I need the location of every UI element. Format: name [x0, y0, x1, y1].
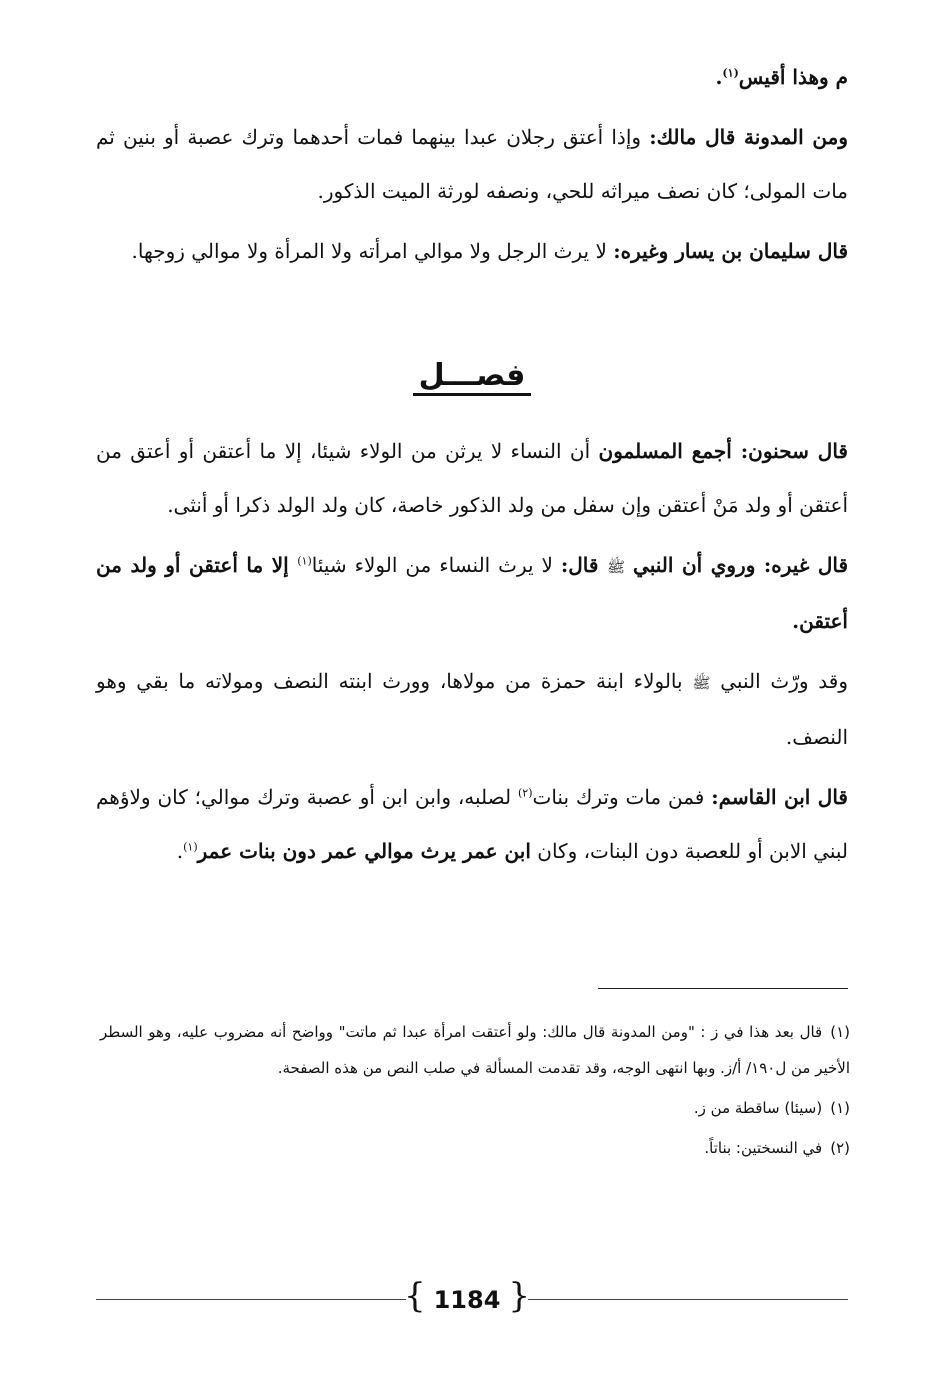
footnote-number: (٢): [830, 1139, 850, 1157]
footnotes: [100, 1014, 850, 1170]
p7-bold-end: ابن عمر يرث موالي عمر دون بنات عمر: [197, 839, 531, 863]
p5-lead2: قال:: [560, 553, 607, 577]
p2-text: وإذا أعتق رجلان عبدا بينهما فمات أحدهما وترك عصبة أو بنين ثم مات المولى؛ كان نصف ميراثه للحي، ونصفه لورثة الميت الذكور.: [96, 125, 848, 203]
paragraph-4: [96, 424, 848, 532]
right-brace-icon: }: [508, 1276, 530, 1316]
footnote-text: قال بعد هذا في ز : "ومن المدونة قال مالك: ولو أعتقت امرأة عبدا ثم ماتت" وواضح أنه مضروب عليه، وهو السطر الأخير من ل١٩٠/ أ/ز. وبها انتهى الوجه، وقد تقدمت المسألة في صلب النص من هذه الصفحة.: [100, 1023, 850, 1077]
honorific-symbol: ﷺ: [606, 558, 626, 576]
paragraph-2: [96, 110, 848, 218]
body-text-upper: [96, 50, 848, 278]
p1-text: م وهذا أقيس: [738, 65, 848, 89]
honorific-symbol: ﷺ: [692, 674, 711, 692]
p7-text-b: لصلبه، وابن ابن أو عصبة وترك موالي؛ كان ولاؤهم لبني الابن أو للعصبة دون البنات، وكان: [96, 785, 848, 863]
page-number: 1184: [433, 1286, 501, 1314]
footnote-item: [100, 1130, 850, 1166]
footnote-number: (١): [830, 1023, 850, 1041]
p3-lead: قال سليمان بن يسار وغيره:: [613, 239, 848, 263]
p7-lead: قال ابن القاسم:: [711, 785, 848, 809]
p5-text: لا يرث النساء من الولاء شيئا: [311, 553, 561, 577]
p5-lead: قال غيره: وروي أن النبي: [633, 553, 849, 577]
p2-lead: ومن المدونة قال مالك:: [649, 125, 849, 149]
paragraph-6: [96, 654, 848, 764]
p4-text: أن النساء لا يرثن من الولاء شيئا، إلا ما أعتقن أو أعتق من أعتقن أو ولد مَنْ أعتقن وإن سفل من ولد الذكور خاصة، كان ولد الولد ذكرا أو أنثى.: [96, 439, 848, 517]
footnote-ref[interactable]: (١): [722, 66, 739, 80]
footnote-separator: [598, 988, 848, 989]
p7-text-a: فمن مات وترك بنات: [532, 785, 712, 809]
footnote-item: [100, 1014, 850, 1086]
paragraph-1: [96, 50, 848, 104]
left-brace-icon: {: [404, 1276, 426, 1316]
footnote-number: (١): [830, 1099, 850, 1117]
paragraph-7: [96, 770, 848, 878]
p6-text-a: وقد ورّث النبي: [720, 669, 849, 693]
footnote-ref[interactable]: (١): [297, 554, 312, 568]
footnote-item: [100, 1090, 850, 1126]
footer-rule-left: [96, 1299, 406, 1300]
p3-text: لا يرث الرجل ولا موالي امرأته ولا المرأة ولا موالي زوجها.: [131, 239, 614, 263]
footer-rule-right: [528, 1299, 848, 1300]
paragraph-5: [96, 538, 848, 648]
p1-end: .: [715, 65, 723, 89]
p5-tail: إلا ما أعتقن أو ولد من أعتقن.: [96, 553, 848, 633]
footnote-text: (سيئا) ساقطة من ز.: [693, 1099, 823, 1117]
p4-lead: قال سحنون: أجمع المسلمون: [598, 439, 848, 463]
section-title: فصـــل: [413, 358, 532, 396]
paragraph-3: [96, 224, 848, 278]
section-heading: [96, 358, 848, 418]
footnote-text: في النسختين: بناتاً.: [704, 1139, 823, 1157]
footnote-ref[interactable]: (١): [183, 840, 198, 854]
page-footer: [96, 1276, 848, 1322]
p6-text-b: بالولاء ابنة حمزة من مولاها، وورث ابنته النصف ومولاته ما بقي وهو النصف.: [96, 669, 848, 749]
p7-end: .: [176, 839, 184, 863]
page-number-box: [404, 1276, 530, 1318]
body-text-lower: [96, 424, 848, 878]
footnote-ref[interactable]: (٢): [517, 786, 533, 800]
